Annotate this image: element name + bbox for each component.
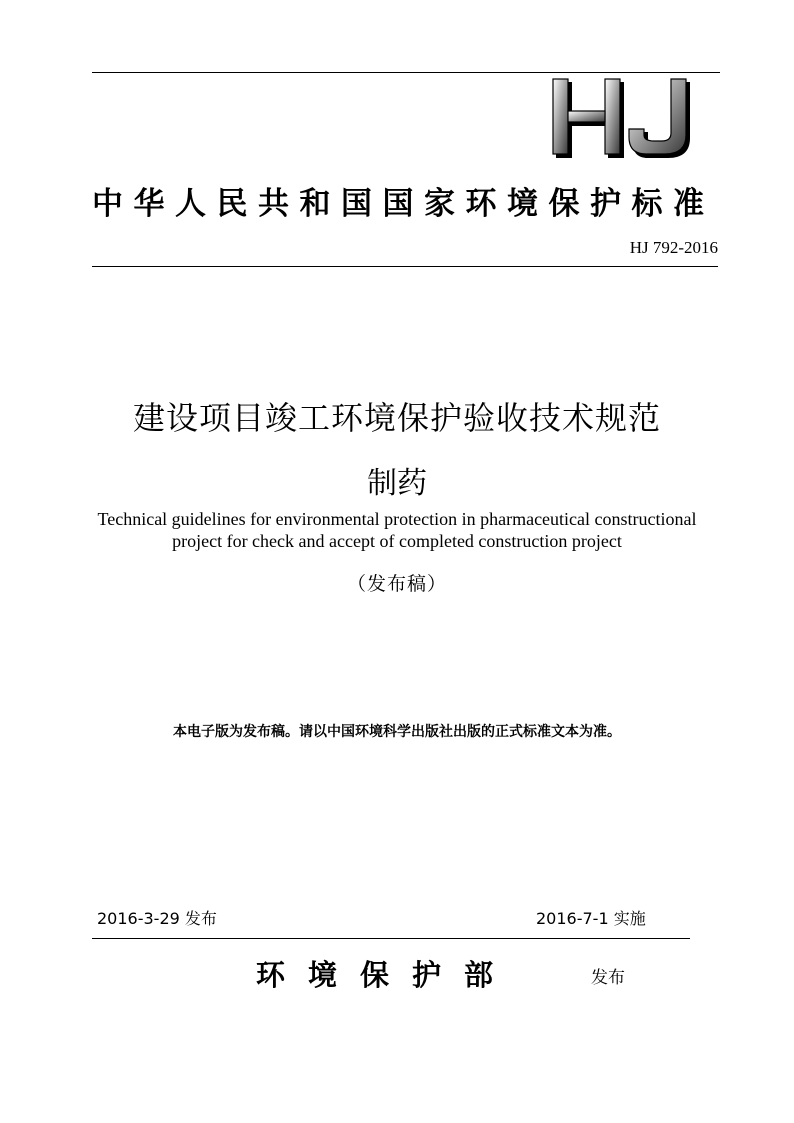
english-title	[0, 508, 794, 552]
edition-notice: 本电子版为发布稿。请以中国环境科学出版社出版的正式标准文本为准。	[173, 724, 621, 740]
header-rule	[92, 266, 718, 267]
document-main-title: 建设项目竣工环境保护验收技术规范	[132, 399, 661, 437]
footer-rule	[92, 938, 690, 939]
english-title-line-1: Technical guidelines for environmental protection in pharmaceutical constructional	[97, 509, 697, 529]
hj-logo	[552, 78, 694, 160]
document-subtitle: 制药	[367, 466, 427, 501]
national-standard-title: 中华人民共和国国家环境保护标准	[92, 186, 715, 222]
top-rule	[92, 72, 720, 73]
issuing-authority: 环境保护部	[256, 958, 517, 992]
standard-number: HJ 792-2016	[629, 238, 718, 257]
draft-label: （发布稿）	[346, 573, 447, 595]
english-title-line-2: project for check and accept of completed construction project	[172, 531, 622, 551]
issue-date: 2016-3-29 发布	[97, 909, 217, 928]
issue-word: 发布	[591, 968, 625, 988]
hj-logo-graphic	[552, 78, 694, 160]
implementation-date: 2016-7-1 实施	[536, 909, 646, 928]
